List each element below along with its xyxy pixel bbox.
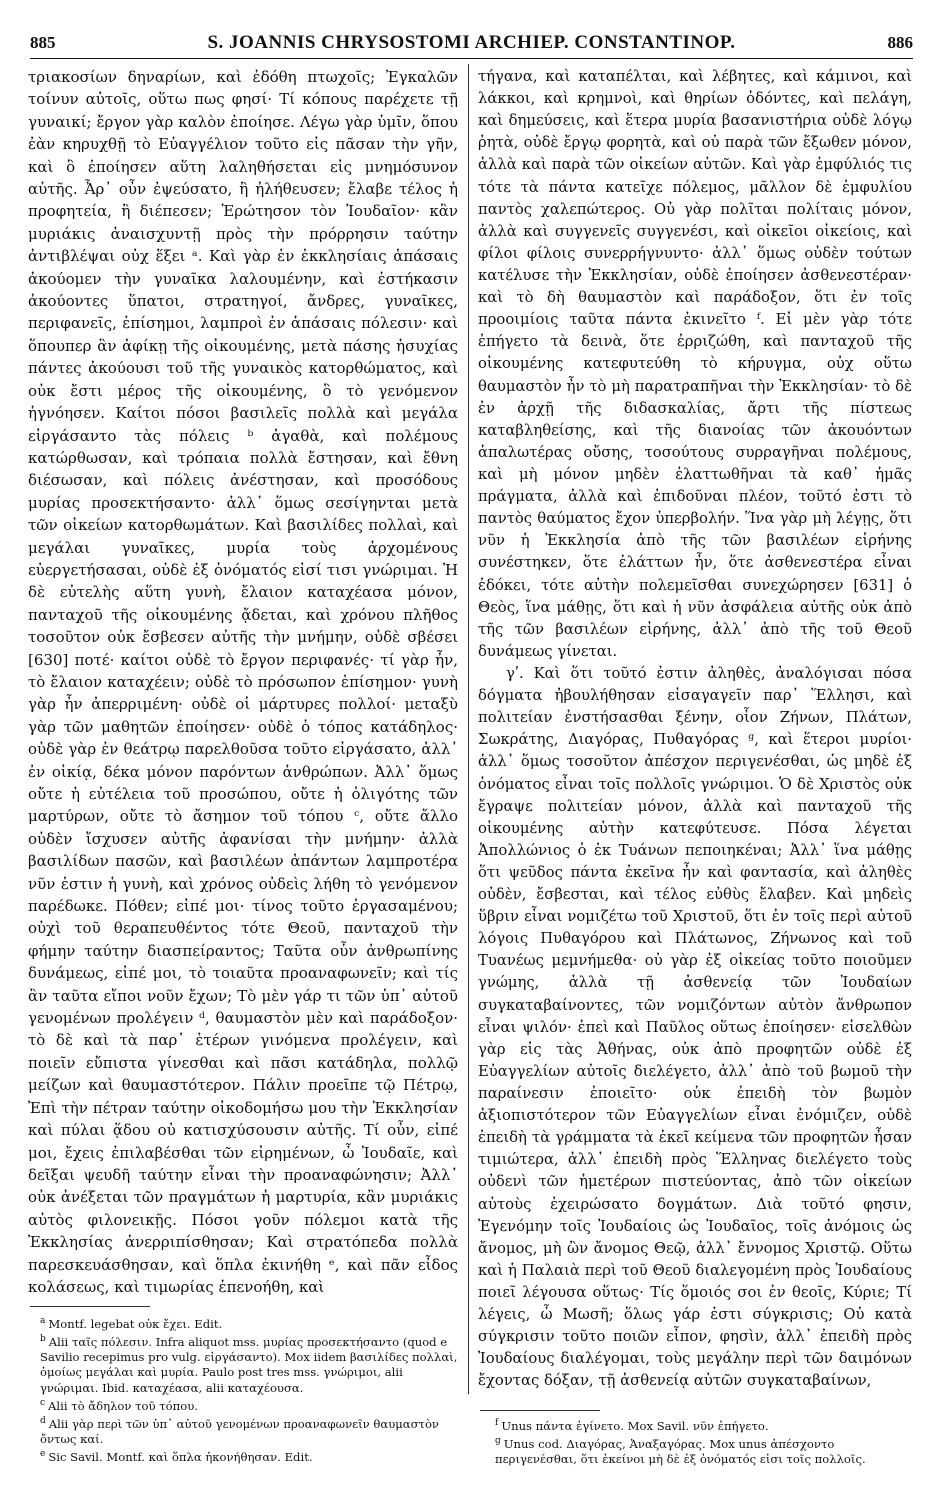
right-column-paragraph-section-3: γʹ. Καὶ ὅτι τοῦτό ἐστιν ἀληθὲς, ἀναλόγισαι πόσα δόγματα ἠβουλήθησαν εἰσαγαγεῖν παρ᾽ Ἕλλησι, καὶ πολιτείαν ἐνστήσασθαι ξένην, οἷον Ζήνων, Πλάτων, Σωκράτης, Διαγόρας, Πυθαγόρας ᵍ, καὶ ἕτεροι μυρίοι· ἀλλ᾽ ὅμως τοσοῦτον ἀπέσχον περιγενέσθαι, ὡς μηδὲ ἐξ ὀνόματος εἶναι τοῖς πολλοῖς γνώριμοι. Ὁ δὲ Χριστὸς οὐκ ἔγραψε πολιτείαν μόνον, ἀλλὰ καὶ πανταχοῦ τῆς οἰκουμένης αὐτὴν κατεφύτευσε. Πόσα λέγεται Ἀπολλώνιος ὁ ἐκ Τυάνων πεποιηκέναι; Ἀλλ᾽ ἵνα μάθῃς ὅτι ψεῦδος πάντα ἐκεῖνα ἦν καὶ φαντασία, καὶ ἀληθὲς οὐδὲν, ἔσβεσται, καὶ τέλος εὐθὺς ἔλαβεν. Καὶ μηδεὶς ὕβριν εἶναι νομιζέτω τοῦ Χριστοῦ, ὅτι ἐν τοῖς περὶ αὐτοῦ λόγοις Πυθαγόρου καὶ Πλάτωνος, Ζήνωνος καὶ τοῦ Τυανέως μεμνήμεθα· οὐ γὰρ ἐξ οἰκείας τοῦτο ποιοῦμεν γνώμης, ἀλλὰ τῇ ἀσθενείᾳ τῶν Ἰουδαίων συγκαταβαίνοντες, τῶν νομιζόντων αὐτὸν ἄνθρωπον εἶναι ψιλόν· ἐπεὶ καὶ Παῦλος οὕτως ἐποίησεν· εἰσελθὼν γὰρ εἰς τὰς Ἀθήνας, οὐκ ἀπὸ προφητῶν οὐδὲ ἐξ Εὐαγγελίων αὐτοῖς διελέγετο, ἀλλ᾽ ἀπὸ τοῦ βωμοῦ τὴν παραίνεσιν ἐποιεῖτο· οὐκ ἐπειδὴ τὸν βωμὸν ἀξιοπιστότερον τῶν Εὐαγγελίων εἶναι ἐνόμιζεν, οὐδὲ ἐπειδὴ τὰ γράμματα τὰ ἐκεῖ κείμενα τῶν προφητῶν ἦσαν τιμιώτερα, ἀλλ᾽ ἐπειδὴ πρὸς Ἕλληνας διελέγετο τοὺς οὐδενὶ τῶν ἡμετέρων πιστεύοντας, ἀπὸ τῶν οἰκείων αὐτοὺς ἐχειρώσατο δογμάτων. Διὰ τοῦτό φησιν, Ἐγενόμην τοῖς Ἰουδαίοις ὡς Ἰουδαῖος, τοῖς ἀνόμοις ὡς ἄνομος, μὴ ὢν ἄνομος Θεῷ, ἀλλ᾽ ἔννομος Χριστῷ. Οὕτω καὶ ἡ Παλαιὰ περὶ τοῦ Θεοῦ διαλεγομένη πρὸς Ἰουδαίους ποιεῖ λέγουσα οὕτως· Τίς ὅμοιός σοι ἐν θεοῖς, Κύριε; Τί λέγεις, ὦ Μωσῆ; ὅλως γάρ ἐστι σύγκρισις; Οὐ κατὰ σύγκρισιν τοῦτο ποιῶν εἶπον, φησὶν, ἀλλ᾽ ἐπειδὴ πρὸς Ἰουδαίους διαλέγομαι, τοὺς μεγάλην περὶ τῶν δαιμόνων ἔχοντας δόξαν, τῇ ἀσθενείᾳ αὐτῶν συγκαταβαίνων, (478, 664, 912, 1390)
right-column (478, 66, 912, 1393)
footnote-mark: b (40, 1334, 46, 1345)
running-title: S. JOANNIS CHRYSOSTOMI ARCHIEP. CONSTANTINOP. (207, 32, 736, 53)
footnote (40, 1314, 460, 1332)
footnote-mark: g (495, 1436, 501, 1447)
footnote (40, 1332, 460, 1396)
footnotes-right (495, 1416, 910, 1467)
footnote-text: Unus πάντα ἐγίνετο. Mox Savil. νῦν ἐπήγετο. (501, 1418, 769, 1433)
footnote-text: Montf. legebat οὐκ ἔχει. Edit. (48, 1316, 223, 1331)
footnote (40, 1396, 460, 1414)
footnote-text: Alii γὰρ περὶ τῶν ὑπ᾽ αὐτοῦ γενομένων προαναφωνεῖν θαυμαστὸν ὄντως καί. (40, 1416, 439, 1446)
footnote-mark: c (40, 1397, 46, 1408)
footnote-text: Alii ταῖς πόλεσιν. Infra aliquot mss. μυρίας προσεκτήσαντο (quod e Savilio recepimus pro vulg. εἰργάσαντο). Mox iidem βασιλίδες πολλαὶ, ὁμοίως μεγάλαι καὶ μυρία. Paulo post tres mss. γνώριμοι, alii γνώριμαι. Ibid. καταχέασα, alii καταχέουσα. (40, 1334, 458, 1395)
footnote-mark: e (40, 1449, 46, 1460)
left-page-number: 885 (30, 33, 56, 52)
footnote (40, 1447, 460, 1465)
footnote-text: Unus cod. Διαγόρας, Ἀναξαγόρας. Mox unus ἀπέσχοντο περιγενέσθαι, ὅτι ἐκείνοι μὴ δὲ ἐξ ὀνόματός εἰσι τοῖς πολλοῖς. (495, 1436, 866, 1467)
footnote (495, 1434, 910, 1467)
footnote (495, 1416, 910, 1434)
left-column (28, 66, 458, 1298)
page-header (30, 28, 913, 59)
column-divider (468, 64, 469, 1394)
right-page-number: 886 (887, 33, 913, 52)
footnote-rule-right (480, 1410, 600, 1411)
footnote (40, 1414, 460, 1447)
footnote-mark: f (495, 1418, 499, 1428)
footnote-rule-left (30, 1306, 150, 1307)
footnote-mark: a (40, 1316, 46, 1326)
footnote-text: Sic Savil. Montf. καὶ ὅπλα ἠκονήθησαν. Edit. (48, 1449, 313, 1464)
right-column-paragraph: τήγανα, καὶ καταπέλται, καὶ λέβητες, καὶ κάμινοι, καὶ λάκκοι, καὶ κρημνοὶ, καὶ θηρίων ὀδόντες, καὶ πελάγη, καὶ δημεύσεις, καὶ ἕτερα μυρία βασανιστήρια οὐδὲ λόγῳ ῥητὰ, οὐδὲ ἔργῳ φορητὰ, καὶ οὐ παρὰ τῶν ἔξωθεν μόνον, ἀλλὰ καὶ παρὰ τῶν οἰκείων αὐτῶν. Καὶ γὰρ ἐμφύλιός τις τότε τὰ πάντα κατεῖχε πόλεμος, μᾶλλον δὲ ἐμφυλίου παντὸς χαλεπώτερος. Οὐ γὰρ πολῖται πολίταις μόνον, ἀλλὰ καὶ συγγενεῖς συγγενέσι, καὶ οἰκεῖοι οἰκείοις, καὶ φίλοι φίλοις συνερρήγνυντο· ἀλλ᾽ ὅμως οὐδὲν τούτων κατέλυσε τὴν Ἐκκλησίαν, οὐδὲ ἐποίησεν ἀσθενεστέραν· καὶ τὸ δὴ θαυμαστὸν καὶ παράδοξον, ὅτι ἐν τοῖς προοιμίοις ταῦτα πάντα ἐκινεῖτο ᶠ. Εἰ μὲν γὰρ τότε ἐπήγετο τὰ δεινὰ, ὅτε ἐρριζώθη, καὶ πανταχοῦ τῆς οἰκουμένης κατεφυτεύθη τὸ κήρυγμα, οὐχ οὕτω θαυμαστὸν ἦν τὸ μὴ παρατραπῆναι τὴν Ἐκκλησίαν· τὸ δὲ ἐν ἀρχῇ τῆς διδασκαλίας, ἄρτι τῆς πίστεως καταβληθείσης, καὶ τῆς διανοίας τῶν ἀκουόντων ἁπαλωτέρας οὔσης, τοσούτους συρραγῆναι πολέμους, καὶ μὴ μόνον μηδὲν ἐλαττωθῆναι τὰ καθ᾽ ἡμᾶς πράγματα, ἀλλὰ καὶ ἐπιδοῦναι πλέον, τοῦτό ἐστι τὸ παντὸς θαύματος ἔχον ὑπερβολήν. Ἵνα γὰρ μὴ λέγῃς, ὅτι νῦν ἡ Ἐκκλησία ἀπὸ τῆς τῶν βασιλέων εἰρήνης συνέστηκεν, ὅτε ἐλάττων ἦν, ὅτε ἀσθενεστέρα εἶναι ἐδόκει, τότε αὐτὴν πολεμεῖσθαι συνεχώρησεν [631] ὁ Θεὸς, ἵνα μάθῃς, ὅτι καὶ ἡ νῦν ἀσφάλεια αὐτῆς οὐκ ἀπὸ τῆς τῶν βασιλέων εἰρήνης, ἀλλ᾽ ἀπὸ τῆς τοῦ Θεοῦ δυνάμεως γίνεται. (478, 68, 912, 660)
footnote-mark: d (40, 1415, 46, 1426)
footnotes-left (40, 1314, 460, 1465)
left-column-paragraph: τριακοσίων δηναρίων, καὶ ἐδόθη πτωχοῖς; Ἐγκαλῶν τοίνυν αὐτοῖς, οὕτω πως φησί· Τί κόπους παρέχετε τῇ γυναικί; ἔργον γὰρ καλὸν ἐποίησε. Λέγω γὰρ ὑμῖν, ὅπου ἐὰν κηρυχθῇ τὸ Εὐαγγέλιον τοῦτο εἰς πᾶσαν τὴν γῆν, καὶ ὃ ἐποίησεν αὕτη λαληθήσεται εἰς μνημόσυνον αὐτῆς. Ἆρ᾽ οὖν ἐψεύσατο, ἢ ἠλήθευσεν; ἔλαβε τέλος ἡ προφητεία, ἢ διέπεσεν; Ἐρώτησον τὸν Ἰουδαῖον· κἂν μυριάκις ἀναισχυντῇ πρὸς τὴν πρόρρησιν ταύτην ἀντιβλέψαι οὐχ ἕξει ᵃ. Καὶ γὰρ ἐν ἐκκλησίαις ἁπάσαις ἀκούομεν τὴν γυναῖκα λαλουμένην, καὶ ἑστήκασιν ἀκούοντες ὕπατοι, στρατηγοί, ἄνδρες, γυναῖκες, περιφανεῖς, ἐπίσημοι, λαμπροὶ ἐν ἁπάσαις πόλεσιν· καὶ ὅπουπερ ἂν ἀφίκῃ τῆς οἰκουμένης, μετὰ πάσης ἡσυχίας πάντες ἀκούουσι τοῦ τῆς γυναικὸς κατορθώματος, καὶ οὐκ ἔστι μέρος τῆς οἰκουμένης, ὃ τὸ γενόμενον ἠγνόησεν. Καίτοι πόσοι βασιλεῖς πολλὰ καὶ μεγάλα εἰργάσαντο τὰς πόλεις ᵇ ἀγαθὰ, καὶ πολέμους κατώρθωσαν, καὶ τρόπαια πολλὰ ἔστησαν, καὶ ἔθνη διέσωσαν, καὶ πόλεις ἀνέστησαν, καὶ προσόδους μυρίας προσεκτήσαντο· ἀλλ᾽ ὅμως σεσίγηνται μετὰ τῶν οἰκείων κατορθωμάτων. Καὶ βασιλίδες πολλαὶ, καὶ μεγάλαι γυναῖκες, μυρία τοὺς ἀρχομένους εὐεργετήσασαι, οὐδὲ ἐξ ὀνόματός εἰσί τισι γνώριμαι. Ἡ δὲ εὐτελὴς αὕτη γυνὴ, ἔλαιον καταχέασα μόνον, πανταχοῦ τῆς οἰκουμένης ᾄδεται, καὶ χρόνου πλῆθος τοσοῦτον οὐκ ἔσβεσεν αὐτῆς τὴν μνήμην, οὐδὲ σβέσει [630] ποτέ· καίτοι οὐδὲ τὸ ἔργον περιφανές· τί γὰρ ἦν, τὸ ἔλαιον καταχέειν; οὐδὲ τὸ πρόσωπον ἐπίσημον· γυνὴ γὰρ ἦν ἀπερριμένη· οὐδὲ οἱ μάρτυρες πολλοί· μεταξὺ γὰρ τῶν μαθητῶν ἐποίησεν· οὐδὲ ὁ τόπος κατάδηλος· οὐδὲ γὰρ ἐν θεάτρῳ παρελθοῦσα τοῦτο εἰργάσατο, ἀλλ᾽ ἐν οἰκίᾳ, δέκα μόνον παρόντων ἀνθρώπων. Ἀλλ᾽ ὅμως οὔτε ἡ εὐτέλεια τοῦ προσώπου, οὔτε ἡ ὀλιγότης τῶν μαρτύρων, οὔτε τὸ ἄσημον τοῦ τόπου ᶜ, οὔτε ἄλλο οὐδὲν ἴσχυσεν αὐτῆς ἀφανίσαι τὴν μνήμην· ἀλλὰ βασιλίδων πασῶν, καὶ βασιλέων ἁπάντων λαμπροτέρα νῦν ἐστιν ἡ γυνὴ, καὶ χρόνος οὐδεὶς λήθη τὸ γενόμενον παρέδωκε. Πόθεν; εἰπέ μοι· τίνος τοῦτο ἐργασαμένου; οὐχὶ τοῦ θεραπευθέντος τότε Θεοῦ, πανταχοῦ τὴν φήμην ταύτην διασπείραντος; Ταῦτα οὖν ἀνθρωπίνης δυνάμεως, εἰπέ μοι, τὸ τοιαῦτα προαναφωνεῖν; καὶ τίς ἂν ταῦτα εἴποι νοῦν ἔχων; Τὸ μὲν γάρ τι τῶν ὑπ᾽ αὐτοῦ γενομένων προλέγειν ᵈ, θαυμαστὸν μὲν καὶ παράδοξον· τὸ δὲ καὶ τὰ παρ᾽ ἑτέρων γινόμενα προλέγειν, καὶ ποιεῖν εὔπιστα γίνεσθαι καὶ πᾶσι κατάδηλα, πολλῷ μείζων καὶ θαυμαστότερον. Πάλιν προεῖπε τῷ Πέτρῳ, Ἐπὶ τὴν πέτραν ταύτην οἰκοδομήσω μου τὴν Ἐκκλησίαν καὶ πύλαι ᾅδου οὐ κατισχύσουσιν αὐτῆς. Τί οὖν, εἰπέ μοι, ἔχεις ἐπιλαβέσθαι τῶν εἰρημένων, ὦ Ἰουδαῖε, καὶ δεῖξαι ψευδῆ ταύτην εἶναι τὴν προαναφώνησιν; Ἀλλ᾽ οὐκ ἀνέξεται τῶν πραγμάτων ἡ μαρτυρία, κἂν μυριάκις αὐτὸς φιλονεικῇς. Πόσοι γοῦν πόλεμοι κατὰ τῆς Ἐκκλησίας ἀνερριπίσθησαν; Καὶ στρατόπεδα πολλὰ παρεσκευάσθησαν, καὶ ὅπλα ἐκινήθη ᵉ, καὶ πᾶν εἶδος κολάσεως, καὶ τιμωρίας ἐπενοήθη, καὶ (28, 68, 458, 1296)
footnote-text: Alii τὸ ἄδηλον τοῦ τόπου. (48, 1398, 198, 1413)
